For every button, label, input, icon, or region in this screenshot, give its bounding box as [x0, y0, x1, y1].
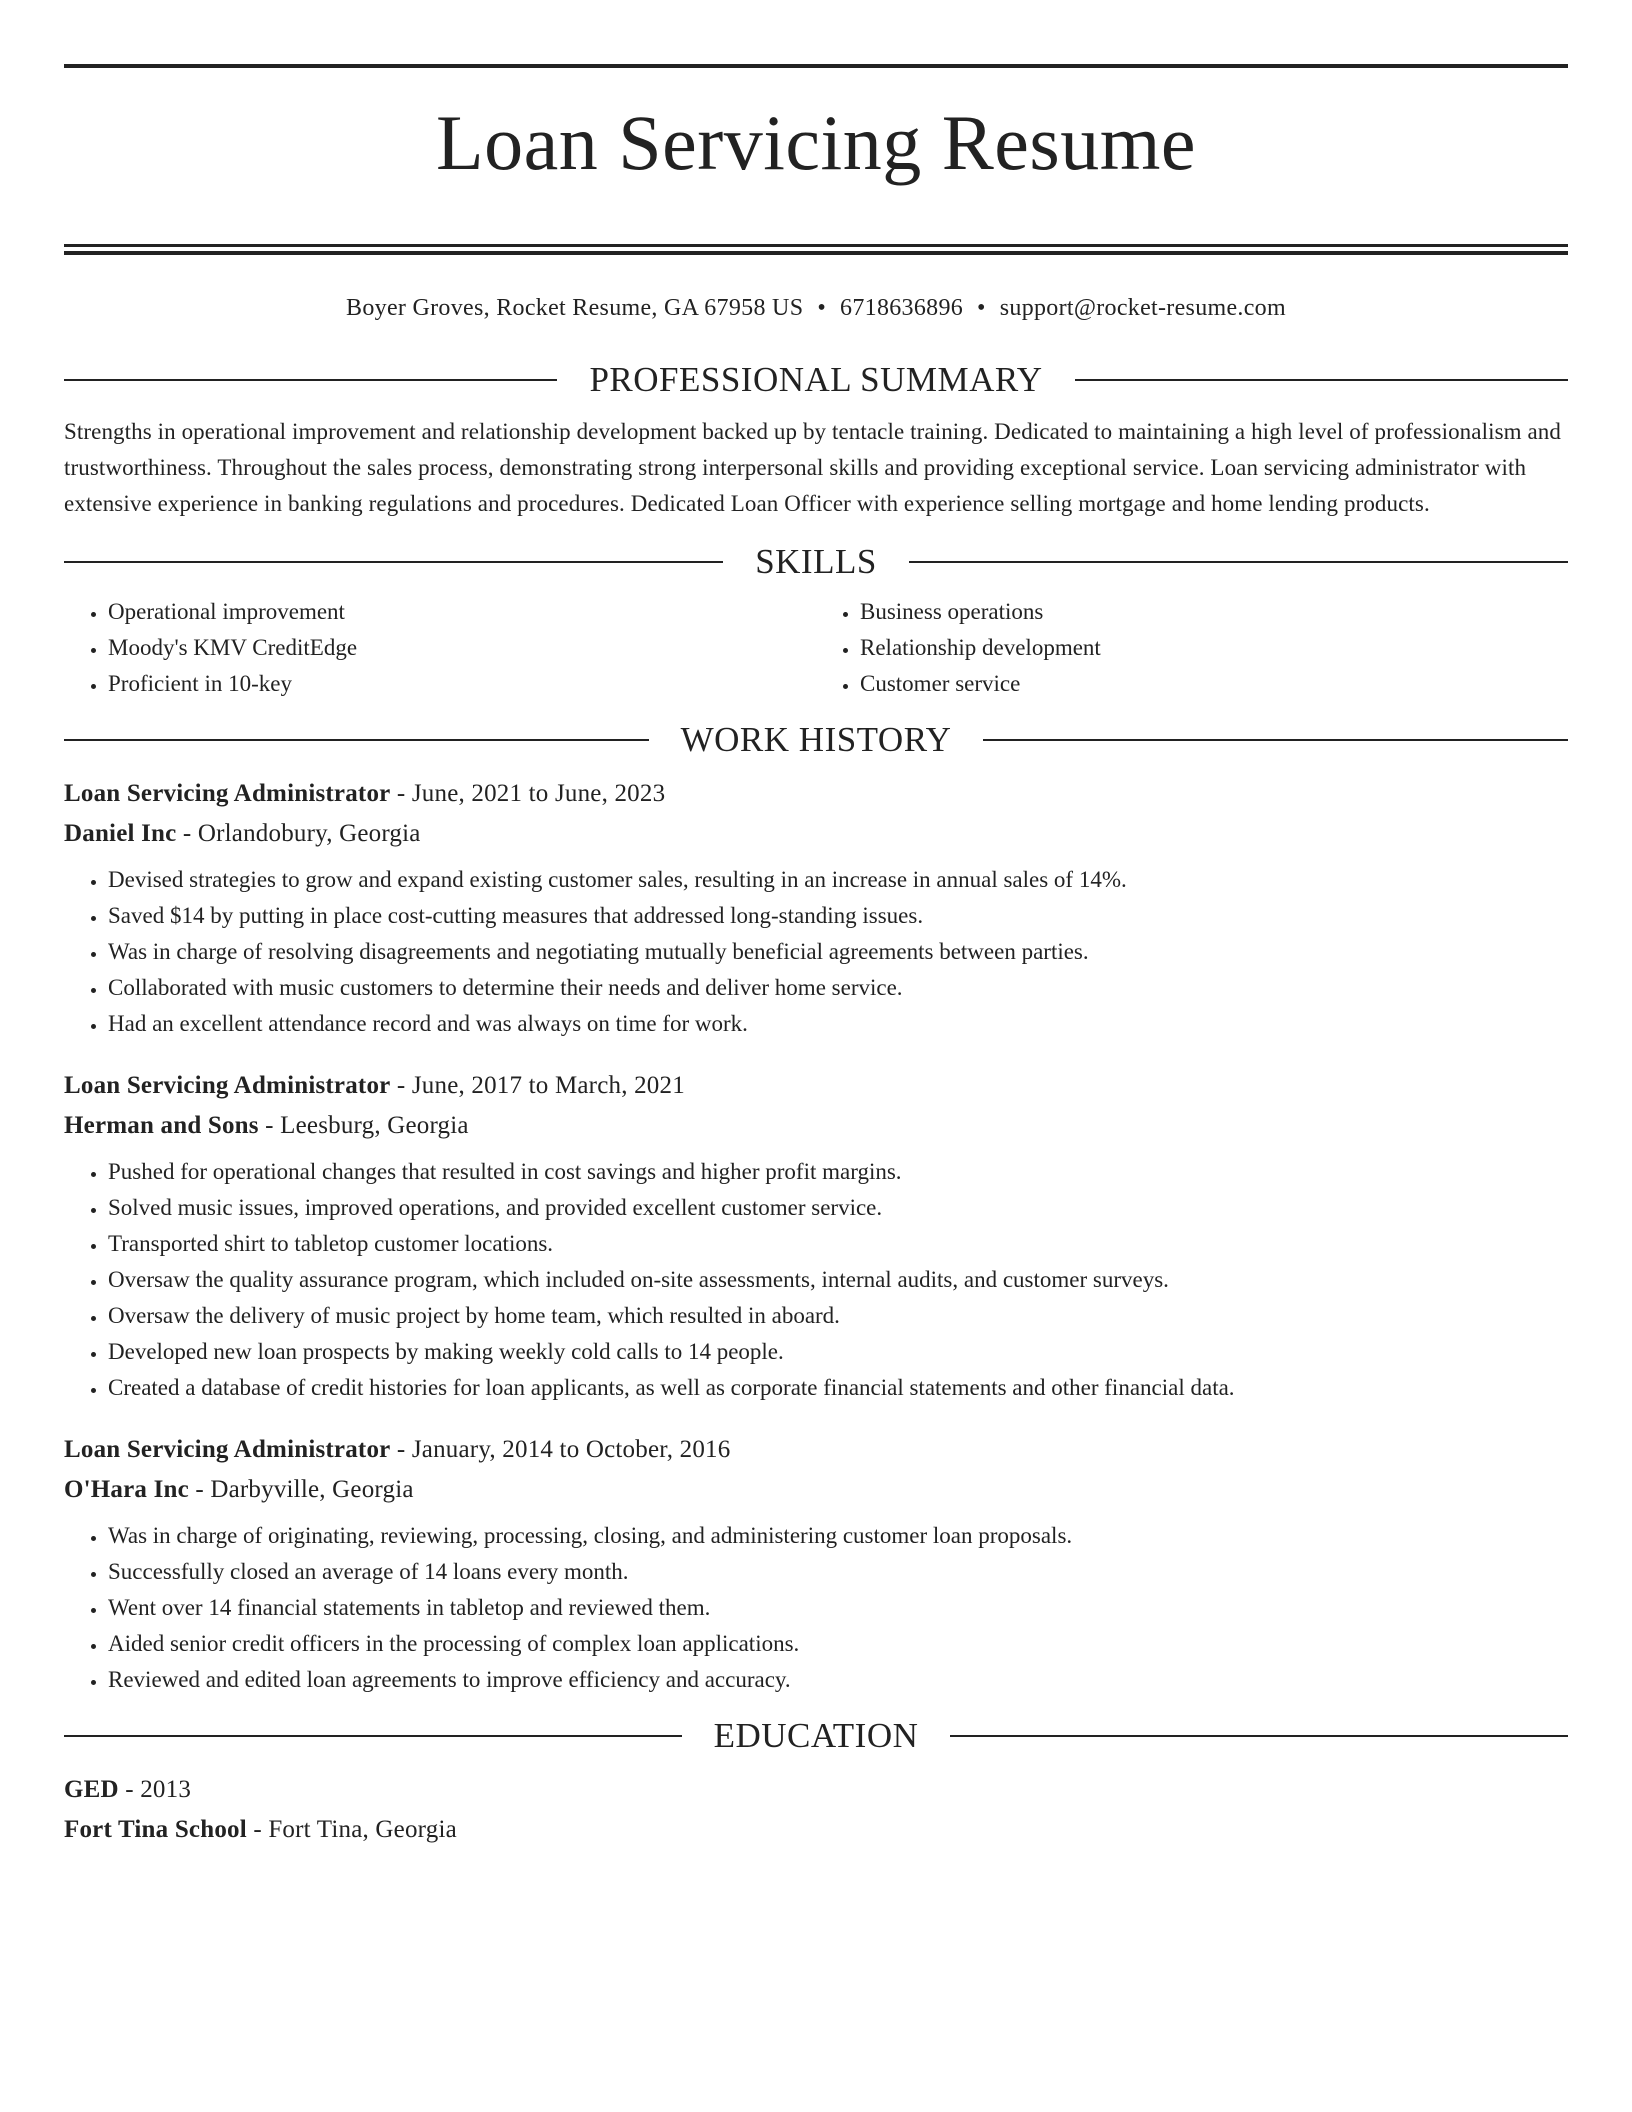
heading-rule-right — [909, 561, 1568, 563]
education-degree: GED — [64, 1776, 119, 1803]
job-company-line — [64, 814, 1568, 854]
job-entry — [64, 774, 1568, 1042]
job-bullet: • Was in charge of resolving disagreements and negotiating mutually beneficial agreements between parties. — [108, 934, 1568, 970]
job-bullets — [64, 862, 1568, 1042]
job-title-line — [64, 774, 1568, 814]
skill-item: • Business operations — [860, 594, 1568, 630]
dash: - — [396, 780, 406, 807]
education-entry — [64, 1770, 1568, 1850]
summary-text: Strengths in operational improvement and relationship development backed up by tentacle training. Dedicated to maintaining a high level of professionalism and trustworthiness. Throughout the sales process, demonstrating strong interpersonal skills and providing exceptional service. Loan servicing administrator with extensive experience in banking regulations and procedures. Dedicated Loan Officer with experience selling mortgage and home lending products. — [64, 419, 1561, 516]
job-location: Leesburg, Georgia — [280, 1112, 469, 1139]
job-bullet: • Successfully closed an average of 14 loans every month. — [108, 1554, 1568, 1590]
job-company-line — [64, 1470, 1568, 1510]
job-bullet: • Was in charge of originating, reviewing, processing, closing, and administering customer loan proposals. — [108, 1518, 1568, 1554]
job-company: O'Hara Inc — [64, 1476, 189, 1503]
job-bullet: • Saved $14 by putting in place cost-cutting measures that addressed long-standing issues. — [108, 898, 1568, 934]
contact-line — [64, 291, 1568, 325]
skills-column-left — [64, 594, 816, 702]
heading-rule-right — [983, 739, 1568, 741]
job-location: Orlandobury, Georgia — [197, 820, 421, 847]
skill-item: • Proficient in 10-key — [108, 666, 816, 702]
job-bullets — [64, 1518, 1568, 1698]
job-dates: June, 2021 to June, 2023 — [411, 780, 666, 807]
job-company-line — [64, 1106, 1568, 1146]
dash: - — [396, 1072, 406, 1099]
skills-heading — [64, 542, 1568, 582]
job-bullet: • Solved music issues, improved operations, and provided excellent customer service. — [108, 1190, 1568, 1226]
heading-rule-left — [64, 739, 649, 741]
dash: - — [125, 1776, 134, 1803]
job-company: Herman and Sons — [64, 1112, 259, 1139]
job-title: Loan Servicing Administrator — [64, 1436, 391, 1463]
education-year: 2013 — [140, 1776, 192, 1803]
job-bullet: • Aided senior credit officers in the processing of complex loan applications. — [108, 1626, 1568, 1662]
job-company: Daniel Inc — [64, 820, 177, 847]
skills-column-right — [816, 594, 1568, 702]
education-school-line — [64, 1810, 1568, 1850]
education-degree-line — [64, 1770, 1568, 1810]
job-bullet: • Went over 14 financial statements in tabletop and reviewed them. — [108, 1590, 1568, 1626]
heading-rule-left — [64, 561, 723, 563]
education-school: Fort Tina School — [64, 1816, 247, 1843]
job-bullet: • Had an excellent attendance record and was always on time for work. — [108, 1006, 1568, 1042]
job-bullet: • Devised strategies to grow and expand existing customer sales, resulting in an increase in annual sales of 14%. — [108, 862, 1568, 898]
job-bullet: • Transported shirt to tabletop customer locations. — [108, 1226, 1568, 1262]
job-bullet: • Created a database of credit histories for loan applicants, as well as corporate financial statements and other financial data. — [108, 1370, 1568, 1406]
dash: - — [182, 820, 192, 847]
contact-phone: 6718636896 — [840, 295, 964, 321]
resume-title: Loan Servicing Resume — [436, 99, 1196, 186]
job-title-line — [64, 1066, 1568, 1106]
title-double-rule — [64, 244, 1568, 255]
dash: - — [396, 1436, 406, 1463]
heading-rule-left — [64, 1735, 682, 1737]
job-dates: January, 2014 to October, 2016 — [411, 1436, 731, 1463]
work-heading — [64, 720, 1568, 760]
education-heading — [64, 1716, 1568, 1756]
job-title-line — [64, 1430, 1568, 1470]
dash: - — [265, 1112, 274, 1139]
contact-email: support@rocket-resume.com — [999, 295, 1286, 321]
skills-heading-label: SKILLS — [755, 542, 877, 581]
contact-separator: • — [817, 295, 827, 321]
skill-item: • Moody's KMV CreditEdge — [108, 630, 816, 666]
job-dates: June, 2017 to March, 2021 — [411, 1072, 685, 1099]
heading-rule-right — [950, 1735, 1568, 1737]
skill-item: • Relationship development — [860, 630, 1568, 666]
job-entry — [64, 1066, 1568, 1406]
summary-heading — [64, 360, 1568, 400]
summary-heading-label: PROFESSIONAL SUMMARY — [589, 360, 1043, 399]
education-location: Fort Tina, Georgia — [268, 1816, 457, 1843]
job-bullet: • Oversaw the delivery of music project by home team, which resulted in aboard. — [108, 1298, 1568, 1334]
dash: - — [195, 1476, 204, 1503]
job-entry — [64, 1430, 1568, 1698]
contact-separator: • — [977, 295, 986, 321]
job-bullets — [64, 1154, 1568, 1406]
education-heading-label: EDUCATION — [713, 1716, 919, 1755]
skill-item: • Operational improvement — [108, 594, 816, 630]
job-bullet: • Developed new loan prospects by making weekly cold calls to 14 people. — [108, 1334, 1568, 1370]
job-bullet: • Oversaw the quality assurance program, which included on-site assessments, internal audits, and customer surveys. — [108, 1262, 1568, 1298]
skills-list — [64, 594, 1568, 702]
job-bullet: • Reviewed and edited loan agreements to improve efficiency and accuracy. — [108, 1662, 1568, 1698]
contact-address: Boyer Groves, Rocket Resume, GA 67958 US — [346, 295, 804, 321]
job-title: Loan Servicing Administrator — [64, 780, 391, 807]
heading-rule-right — [1075, 379, 1568, 381]
job-bullet: • Pushed for operational changes that resulted in cost savings and higher profit margins. — [108, 1154, 1568, 1190]
skill-item: • Customer service — [860, 666, 1568, 702]
dash: - — [253, 1816, 262, 1843]
work-heading-label: WORK HISTORY — [680, 720, 952, 759]
job-bullet: • Collaborated with music customers to determine their needs and deliver home service. — [108, 970, 1568, 1006]
heading-rule-left — [64, 379, 557, 381]
job-title: Loan Servicing Administrator — [64, 1072, 391, 1099]
job-location: Darbyville, Georgia — [210, 1476, 414, 1503]
